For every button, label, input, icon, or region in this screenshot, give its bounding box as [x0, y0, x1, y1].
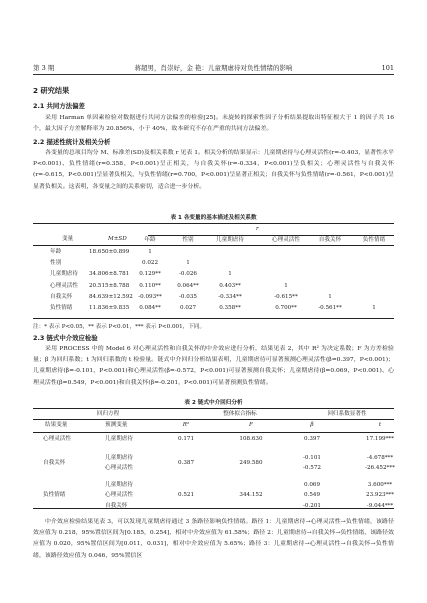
table2-header-beta: β	[310, 422, 314, 428]
page-number: 101	[381, 64, 394, 72]
subsection-heading-2-1: 2.1 共同方法偏差	[33, 102, 85, 110]
subsection-heading-2-3: 2.3 链式中介效应检验	[33, 334, 98, 342]
header-rule	[33, 74, 394, 75]
table1-row-label: 性别	[50, 260, 62, 267]
table2-beta-cell: 0.397	[303, 436, 320, 442]
table2-result-cell: 负性情绪	[43, 492, 66, 499]
table1-r-cell: -0.334**	[218, 293, 242, 300]
table2-predictor-cell: 心理灵活性	[105, 492, 133, 499]
table2-f-cell: 108.630	[239, 436, 263, 442]
table2-predictor-cell: 自我关怀	[105, 502, 128, 509]
table1-header-rule	[33, 245, 394, 246]
table2-group-fit: 整体拟合指标	[223, 411, 257, 417]
table1-r-cell: 0.027	[179, 305, 196, 311]
paragraph-common-method: 采用 Harman 单因素检验对数据进行共同方法偏差的检验[25]。未旋转的探索性因子分析结果提取出特征根大于 1 的因子共 16 个，最大因子方差解释率为 20.856%，小于 40%，故本研究不存在严重的共同方法偏差。	[33, 114, 394, 133]
table1-r-cell: 0.358**	[219, 305, 241, 311]
table1-msd-cell: 84.639±12.592	[89, 293, 133, 300]
paragraph-indirect-effects: 中介效应检验结果见表 3，可以发现儿童期虐待通过 3 条路径影响负性情绪。路径 1：儿童期虐待→心理灵活性→负性情绪，该路径效应值为 0.218，95%置信区间为[0.185，0.254]，相对中介效应值为 61.58%；路径 2：儿童期虐待→自我关怀→负性情绪，该路径效应值为 0.020，95%置信区间为[0.011，0.031]，相对中介效应值为 5.65%；路径 3：儿童期虐待→心理灵活性→自我关怀→负性情绪，该路径效应值为 0.046，95%置信区	[33, 518, 394, 559]
table2-predictor-cell: 儿童期虐待	[105, 436, 133, 442]
table1-r-cell: -0.093**	[138, 293, 162, 300]
table1-caption: 表 1 各变量的基本描述及相关系数	[170, 215, 257, 221]
table2-result-cell: 自我关怀	[43, 460, 66, 467]
subsection-heading-2-2: 2.2 描述性统计及相关分析	[33, 138, 111, 146]
paragraph-descriptive: 各变量的总项目均分 M、标准差(SD)及相关系数 r 见表 1。相关分析的结果显示：儿童期虐待与心理灵活性(r=-0.403，显著性水平 P<0.001)、负性情绪(r=0.358，P<0.001)呈正相关，与自我关怀(r=-0.334，P<0.001)呈负相关；心理灵活性与自我关怀(r=-0.615，P<0.001)呈显著负相关，与负性情绪(r=0.700，P<0.001)呈显著正相关；自我关怀与负性情绪(r=-0.561，P<0.001)呈显著负相关。这表明，各变量之间的关系密切，适合进一步分析。	[33, 149, 394, 190]
table1-r-cell: -0.026	[179, 271, 197, 278]
table2-header-result: 结果变量	[45, 422, 68, 428]
table1-row-label: 自我关怀	[50, 293, 73, 300]
table1-column-header: 负性情绪	[362, 237, 386, 243]
table1-note: 注：* 表示 P<0.05，** 表示 P<0.01，*** 表示 P<0.001，下同。	[33, 324, 206, 330]
section-heading: 2 研究结果	[33, 86, 70, 95]
table1-r-cell: 1	[328, 293, 332, 300]
paragraph-mediation: 采用 PROCESS 中的 Model 6 对心理灵活性和自我关怀的中介效应进行分析，结果见表 2，其中 R² 为决定系数；F 为方差检验量；β 为回归系数；t 为回归系数的 t 检验量。链式中介回归分析结果表明，儿童期虐待可显著预测心理灵活性(β=0.397，P<0.001)；儿童期虐待(β=-0.101，P<0.001)和心理灵活性(β=-0.572，P<0.001)可显著预测自我关怀；儿童期虐待(β=0.069，P<0.001)、心理灵活性(β=0.549，P<0.001)和自我关怀(β=-0.201，P<0.001)可显著预测负性情绪。	[33, 345, 394, 386]
table1-r-cell: 0.700**	[275, 305, 297, 311]
table1-r-cell: -0.615**	[274, 293, 298, 300]
table2-header-t: t	[378, 422, 382, 428]
table1-row-label: 负性情绪	[50, 305, 73, 311]
table1-msd-cell: 11.836±9.835	[89, 305, 130, 311]
table2-r2-cell: 0.171	[177, 436, 194, 442]
table1-r-cell: 0.084**	[139, 305, 161, 311]
table2-predictor-cell: 心理灵活性	[105, 465, 133, 472]
table2-group-regression: 回归方程	[96, 411, 120, 417]
table2-header-rule	[33, 432, 394, 433]
table1-row-label: 儿童期虐待	[50, 271, 78, 278]
table1-r-cell: 1	[186, 260, 190, 267]
table2-t-cell: -9.044***	[366, 502, 394, 509]
table1-msd-cell: 20.515±8.788	[89, 282, 130, 289]
table2-header-r2: R²	[182, 422, 190, 428]
table1-r-cell: 1	[148, 249, 152, 255]
table1-row-label: 心理灵活性	[50, 282, 78, 289]
table2-t-cell: -4.678***	[366, 455, 394, 461]
table1-r-cell: 1	[228, 271, 232, 278]
table1-r-cell: 0.064**	[177, 282, 199, 289]
table1-msd-cell: 18.650±0.899	[89, 249, 130, 255]
table2-beta-cell: 0.549	[303, 492, 320, 499]
table2-result-cell: 心理灵活性	[43, 436, 71, 442]
table1-column-header: 儿童期虐待	[216, 237, 244, 243]
table1-top-rule	[33, 223, 394, 224]
table1-column-header: 自我关怀	[318, 237, 342, 243]
table2-f-cell: 344.152	[239, 492, 263, 499]
table1-r-cell: 1	[372, 305, 376, 311]
table1-column-header: 心理灵活性	[272, 237, 300, 243]
table1-msd-cell: 34.806±8.781	[89, 271, 130, 278]
table2-bottom-rule	[33, 508, 394, 509]
table2-t-cell: 17.199***	[366, 436, 394, 442]
table1-r-cell: 0.110**	[139, 282, 161, 289]
table2-predictor-cell: 儿童期虐待	[105, 482, 133, 488]
table2-beta-cell: -0.201	[303, 502, 321, 509]
table2-group-significance: 回归系数显著性	[327, 411, 367, 417]
table2-r2-cell: 0.521	[177, 492, 194, 499]
table1-sub-rule	[148, 235, 394, 236]
table2-beta-cell: -0.101	[303, 455, 321, 461]
table1-bottom-rule	[33, 318, 394, 319]
table2-beta-cell: -0.572	[303, 465, 321, 472]
running-title: 蒋超男，肖崇好，金 艳：儿童期虐待对负性情绪的影响	[134, 64, 293, 72]
table1-r-cell: 0.022	[141, 260, 158, 267]
table1-r-cell: 0.129**	[139, 271, 161, 278]
table1-r-cell: -0.035	[179, 293, 197, 300]
table2-t-cell: 3.600***	[367, 482, 393, 488]
table2-t-cell: -26.452***	[365, 465, 395, 472]
table1-r-cell: 1	[284, 282, 288, 289]
table2-header-predictor: 预测变量	[105, 422, 128, 428]
table2-header-f: F	[249, 422, 253, 428]
table1-column-header: 性别	[182, 237, 194, 243]
table2-f-cell: 249.580	[239, 460, 263, 467]
table2-predictor-cell: 儿童期虐待	[105, 455, 133, 461]
table1-r-cell: -0.561**	[318, 305, 342, 311]
table1-r-cell: 0.403**	[219, 282, 241, 289]
table2-beta-cell: 0.069	[303, 482, 320, 488]
table2-sub-rule	[33, 419, 394, 420]
table1-header-msd: M±SD	[108, 236, 127, 242]
table2-top-rule	[33, 408, 394, 409]
running-header	[33, 63, 394, 73]
table1-column-header: 年龄	[144, 237, 156, 243]
table1-header-r: r	[256, 226, 259, 232]
table2-r2-cell: 0.387	[177, 460, 194, 467]
table2-t-cell: 23.923***	[366, 492, 394, 499]
table1-header-variable: 变量	[62, 236, 74, 242]
issue-label: 第 3 期	[33, 64, 55, 72]
table2-caption: 表 2 链式中介回归分析	[184, 400, 243, 406]
table1-row-label: 年龄	[50, 249, 62, 255]
